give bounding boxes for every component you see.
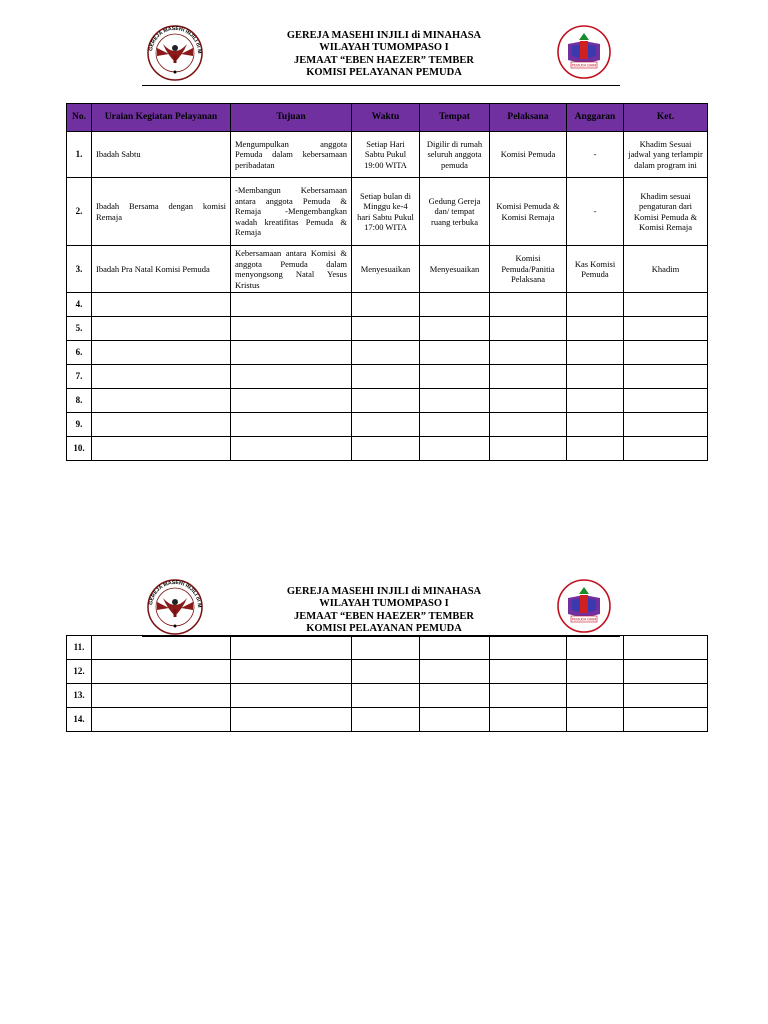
empty-cell xyxy=(567,684,624,708)
header-line-1: GEREJA MASEHI INJILI di MINAHASA xyxy=(286,30,482,41)
empty-cell xyxy=(352,389,420,413)
activity-table-continued xyxy=(66,635,708,732)
gmim-seal-logo xyxy=(143,24,207,82)
row-number: 4. xyxy=(67,293,92,317)
empty-cell xyxy=(92,365,231,389)
table-row xyxy=(67,293,708,317)
empty-cell xyxy=(567,317,624,341)
cell-tujuan: -Membangun Kebersamaan antara anggota Pemuda & Remaja -Mengembangkan wadah kreatifitas Pemuda & Remaja xyxy=(231,178,352,246)
row-number: 3. xyxy=(67,246,92,293)
empty-cell xyxy=(420,341,490,365)
row-number: 13. xyxy=(67,684,92,708)
row-number: 11. xyxy=(67,636,92,660)
table-row xyxy=(67,708,708,732)
col-uraian-header: Uraian Kegiatan Pelayanan xyxy=(92,104,231,132)
empty-rows-page1 xyxy=(67,293,708,461)
row-number: 9. xyxy=(67,413,92,437)
empty-cell xyxy=(567,389,624,413)
cell-ket: Khadim Sesuai jadwal yang terlampir dalam program ini xyxy=(624,132,708,178)
empty-cell xyxy=(352,437,420,461)
svg-text:PEMUDA GMIM: PEMUDA GMIM xyxy=(571,617,597,622)
table-row xyxy=(67,636,708,660)
empty-cell xyxy=(231,293,352,317)
empty-cell xyxy=(231,636,352,660)
empty-cell xyxy=(567,365,624,389)
empty-cell xyxy=(624,660,708,684)
empty-cell xyxy=(490,317,567,341)
cell-anggaran: - xyxy=(567,132,624,178)
header-line-3: JEMAAT “EBEN HAEZER” TEMBER xyxy=(294,610,474,622)
cell-pelaksana: Komisi Pemuda/Panitia Pelaksana xyxy=(490,246,567,293)
row-number: 8. xyxy=(67,389,92,413)
empty-cell xyxy=(231,341,352,365)
header-line-3: JEMAAT “EBEN HAEZER” TEMBER xyxy=(294,54,474,66)
empty-cell xyxy=(352,413,420,437)
col-tempat-header: Tempat xyxy=(420,104,490,132)
header-divider xyxy=(142,85,620,86)
empty-cell xyxy=(352,365,420,389)
col-anggaran-header: Anggaran xyxy=(567,104,624,132)
col-pelaksana-header: Pelaksana xyxy=(490,104,567,132)
cell-anggaran: Kas Komisi Pemuda xyxy=(567,246,624,293)
empty-cell xyxy=(352,684,420,708)
empty-cell xyxy=(490,293,567,317)
empty-cell xyxy=(420,660,490,684)
empty-cell xyxy=(624,636,708,660)
empty-cell xyxy=(352,708,420,732)
empty-cell xyxy=(624,413,708,437)
table-row xyxy=(67,437,708,461)
empty-cell xyxy=(92,684,231,708)
empty-cell xyxy=(352,317,420,341)
row-number: 6. xyxy=(67,341,92,365)
empty-cell xyxy=(624,389,708,413)
empty-cell xyxy=(420,389,490,413)
pemuda-gmim-logo xyxy=(556,578,612,634)
empty-cell xyxy=(624,437,708,461)
empty-cell xyxy=(567,708,624,732)
empty-cell xyxy=(231,389,352,413)
empty-cell xyxy=(231,437,352,461)
cell-ket: Khadim sesuai pengaturan dari Komisi Pemuda & Komisi Remaja xyxy=(624,178,708,246)
table-row xyxy=(67,413,708,437)
cell-tujuan: Kebersamaan antara Komisi & anggota Pemuda dalam menyongsong Natal Yesus Kristus xyxy=(231,246,352,293)
row-number: 12. xyxy=(67,660,92,684)
col-waktu-header: Waktu xyxy=(352,104,420,132)
empty-cell xyxy=(490,437,567,461)
empty-cell xyxy=(420,413,490,437)
empty-cell xyxy=(92,636,231,660)
empty-cell xyxy=(567,660,624,684)
header-line-2: WILAYAH TUMOMPASO I xyxy=(319,598,449,610)
empty-cell xyxy=(490,660,567,684)
empty-cell xyxy=(352,660,420,684)
empty-cell xyxy=(490,684,567,708)
header-title-block xyxy=(240,30,528,79)
empty-cell xyxy=(231,708,352,732)
empty-cell xyxy=(567,636,624,660)
empty-cell xyxy=(567,293,624,317)
svg-text:GEREJA MASEHI INJILI di MINAHA: GEREJA MASEHI INJILI di M xyxy=(148,579,203,608)
page-header xyxy=(0,24,768,114)
col-ket-header: Ket. xyxy=(624,104,708,132)
empty-cell xyxy=(490,708,567,732)
gmim-seal-logo xyxy=(143,578,207,636)
row-number: 14. xyxy=(67,708,92,732)
empty-cell xyxy=(92,708,231,732)
col-tujuan-header: Tujuan xyxy=(231,104,352,132)
cell-waktu: Menyesuaikan xyxy=(352,246,420,293)
row-number: 10. xyxy=(67,437,92,461)
empty-cell xyxy=(420,684,490,708)
empty-cell xyxy=(352,636,420,660)
empty-cell xyxy=(92,660,231,684)
empty-cell xyxy=(231,317,352,341)
cell-uraian: Ibadah Bersama dengan komisi Remaja xyxy=(92,178,231,246)
header-line-4: KOMISI PELAYANAN PEMUDA xyxy=(306,622,462,634)
row-number: 7. xyxy=(67,365,92,389)
table-row xyxy=(67,365,708,389)
empty-cell xyxy=(624,341,708,365)
table-row xyxy=(67,389,708,413)
empty-cell xyxy=(92,437,231,461)
empty-cell xyxy=(420,708,490,732)
empty-cell xyxy=(490,341,567,365)
cell-tempat: Menyesuaikan xyxy=(420,246,490,293)
empty-cell xyxy=(352,341,420,365)
empty-cell xyxy=(490,636,567,660)
empty-cell xyxy=(92,293,231,317)
empty-cell xyxy=(420,317,490,341)
col-no-header: No. xyxy=(67,104,92,132)
cell-pelaksana: Komisi Pemuda xyxy=(490,132,567,178)
cell-uraian: Ibadah Sabtu xyxy=(92,132,231,178)
empty-cell xyxy=(92,389,231,413)
table-row xyxy=(67,132,708,178)
empty-cell xyxy=(420,437,490,461)
svg-text:PEMUDA GMIM: PEMUDA GMIM xyxy=(571,63,597,68)
cell-waktu: Setiap Hari Sabtu Pukul 19:00 WITA xyxy=(352,132,420,178)
empty-cell xyxy=(490,413,567,437)
cell-waktu: Setiap bulan di Minggu ke-4 hari Sabtu Pukul 17:00 WITA xyxy=(352,178,420,246)
table-row xyxy=(67,246,708,293)
cell-anggaran: - xyxy=(567,178,624,246)
empty-cell xyxy=(624,365,708,389)
empty-cell xyxy=(231,684,352,708)
empty-cell xyxy=(420,365,490,389)
empty-cell xyxy=(490,365,567,389)
table-row xyxy=(67,341,708,365)
empty-rows-page2 xyxy=(67,636,708,732)
empty-cell xyxy=(231,365,352,389)
table-header-row xyxy=(67,104,708,132)
cell-tujuan: Mengumpulkan anggota Pemuda dalam kebersamaan peribadatan xyxy=(231,132,352,178)
table-row xyxy=(67,660,708,684)
empty-cell xyxy=(92,413,231,437)
header-line-2: WILAYAH TUMOMPASO I xyxy=(319,42,449,54)
header-line-4: KOMISI PELAYANAN PEMUDA xyxy=(306,66,462,78)
svg-text:GEREJA MASEHI INJILI di MINAHA: GEREJA MASEHI INJILI di M xyxy=(148,25,203,54)
empty-cell xyxy=(567,413,624,437)
empty-cell xyxy=(624,317,708,341)
empty-cell xyxy=(420,636,490,660)
empty-cell xyxy=(92,317,231,341)
table-row xyxy=(67,684,708,708)
cell-uraian: Ibadah Pra Natal Komisi Pemuda xyxy=(92,246,231,293)
row-number: 5. xyxy=(67,317,92,341)
empty-cell xyxy=(624,708,708,732)
empty-cell xyxy=(231,413,352,437)
empty-cell xyxy=(92,341,231,365)
empty-cell xyxy=(352,293,420,317)
row-number: 2. xyxy=(67,178,92,246)
table-row xyxy=(67,317,708,341)
pemuda-gmim-logo xyxy=(556,24,612,80)
cell-tempat: Gedung Gereja dan/ tempat ruang terbuka xyxy=(420,178,490,246)
cell-tempat: Digilir di rumah seluruh anggota pemuda xyxy=(420,132,490,178)
activity-table xyxy=(66,103,708,461)
header-title-block xyxy=(240,586,528,635)
empty-cell xyxy=(624,293,708,317)
empty-cell xyxy=(567,437,624,461)
row-number: 1. xyxy=(67,132,92,178)
header-line-1: GEREJA MASEHI INJILI di MINAHASA xyxy=(286,586,482,597)
empty-cell xyxy=(624,684,708,708)
empty-cell xyxy=(231,660,352,684)
empty-cell xyxy=(420,293,490,317)
empty-cell xyxy=(567,341,624,365)
cell-ket: Khadim xyxy=(624,246,708,293)
cell-pelaksana: Komisi Pemuda & Komisi Remaja xyxy=(490,178,567,246)
empty-cell xyxy=(490,389,567,413)
table-row xyxy=(67,178,708,246)
